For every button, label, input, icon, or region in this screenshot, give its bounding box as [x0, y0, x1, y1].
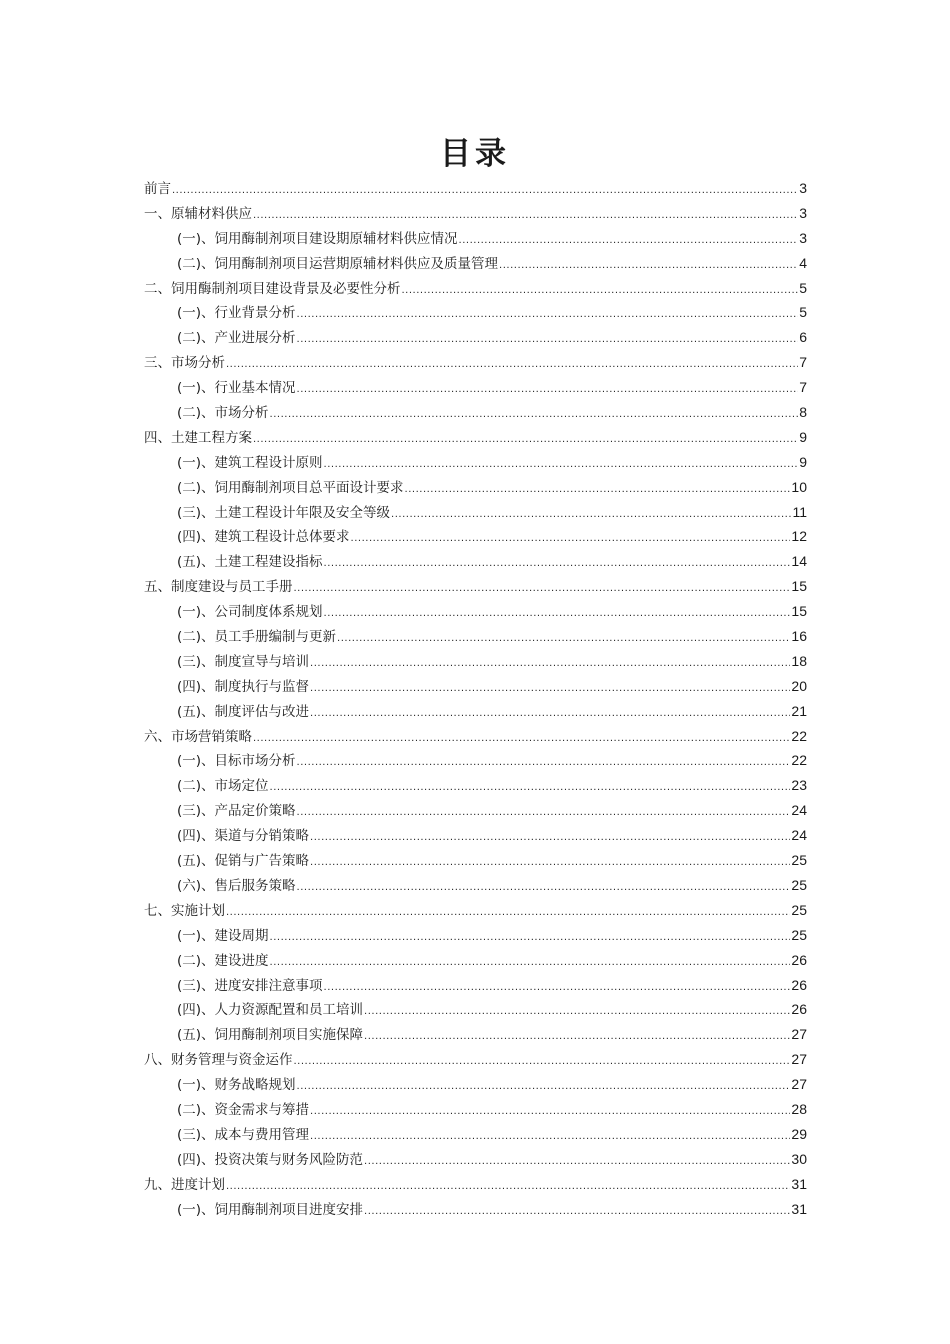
toc-entry[interactable] — [144, 898, 807, 923]
toc-subentry[interactable] — [144, 450, 807, 475]
toc-subentry[interactable] — [144, 1122, 807, 1147]
dot-leader — [310, 677, 790, 702]
toc-page-number: 22 — [791, 727, 807, 744]
toc-entry-text: (三)、进度安排注意事项 — [177, 977, 323, 994]
toc-subentry[interactable] — [144, 773, 807, 798]
dot-leader — [351, 527, 791, 552]
dot-leader — [297, 751, 791, 776]
dot-leader — [297, 328, 799, 353]
toc-page-number: 5 — [799, 279, 807, 296]
toc-subentry[interactable] — [144, 400, 807, 425]
toc-page-number: 24 — [791, 827, 807, 844]
dot-leader — [364, 1200, 790, 1225]
toc-page-number: 25 — [791, 852, 807, 869]
toc-entry-text: (二)、市场定位 — [177, 778, 269, 795]
toc-page-number: 10 — [791, 478, 807, 495]
toc-entry-text: 九、进度计划 — [144, 1176, 225, 1193]
toc-page-number: 28 — [791, 1100, 807, 1117]
toc-subentry[interactable] — [144, 848, 807, 873]
dot-leader — [391, 503, 791, 528]
toc-entry[interactable] — [144, 1047, 807, 1072]
dot-leader — [324, 453, 799, 478]
toc-subentry[interactable] — [144, 873, 807, 898]
dot-leader — [310, 1125, 790, 1150]
toc-entry-text: (五)、土建工程建设指标 — [177, 554, 323, 571]
dot-leader — [270, 951, 791, 976]
toc-entry[interactable] — [144, 724, 807, 749]
dot-leader — [310, 851, 790, 876]
toc-subentry[interactable] — [144, 300, 807, 325]
dot-leader — [297, 1075, 791, 1100]
dot-leader — [310, 826, 790, 851]
toc-subentry[interactable] — [144, 923, 807, 948]
dot-leader — [324, 976, 791, 1001]
dot-leader — [364, 1000, 790, 1025]
toc-page-number: 30 — [791, 1150, 807, 1167]
dot-leader — [270, 926, 791, 951]
toc-entry-text: (一)、建设周期 — [177, 927, 269, 944]
toc-subentry[interactable] — [144, 599, 807, 624]
toc-page-number: 6 — [799, 329, 807, 346]
toc-entry-text: 二、饲用酶制剂项目建设背景及必要性分析 — [144, 280, 401, 297]
toc-page-number: 27 — [791, 1051, 807, 1068]
toc-page-number: 25 — [791, 901, 807, 918]
toc-entry-text: (一)、饲用酶制剂项目建设期原辅材料供应情况 — [177, 230, 458, 247]
dot-leader — [253, 428, 798, 453]
toc-entry-text: (二)、市场分析 — [177, 405, 269, 422]
toc-page-number: 7 — [799, 354, 807, 371]
toc-entry-text: 六、市场营销策略 — [144, 728, 252, 745]
toc-subentry[interactable] — [144, 1097, 807, 1122]
toc-entry-text: (五)、饲用酶制剂项目实施保障 — [177, 1027, 364, 1044]
toc-entry-text: (四)、渠道与分销策略 — [177, 828, 310, 845]
toc-subentry[interactable] — [144, 1197, 807, 1222]
toc-page-number: 5 — [799, 304, 807, 321]
toc-subentry[interactable] — [144, 748, 807, 773]
toc-page-number: 7 — [799, 379, 807, 396]
dot-leader — [364, 1025, 790, 1050]
toc-subentry[interactable] — [144, 823, 807, 848]
toc-entry-text: (一)、财务战略规划 — [177, 1077, 296, 1094]
dot-leader — [294, 1050, 791, 1075]
toc-entry-text: (三)、制度宣导与培训 — [177, 653, 310, 670]
toc-page-number: 9 — [799, 453, 807, 470]
toc-subentry[interactable] — [144, 798, 807, 823]
dot-leader — [297, 378, 799, 403]
toc-subentry[interactable] — [144, 997, 807, 1022]
toc-page-number: 27 — [791, 1026, 807, 1043]
toc-page-number: 25 — [791, 926, 807, 943]
toc-page-number: 15 — [791, 603, 807, 620]
toc-subentry[interactable] — [144, 948, 807, 973]
toc-page-number: 3 — [799, 204, 807, 221]
dot-leader — [226, 353, 798, 378]
toc-page-number: 27 — [791, 1076, 807, 1093]
dot-leader — [364, 1150, 790, 1175]
toc-entry-text: (二)、员工手册编制与更新 — [177, 629, 337, 646]
dot-leader — [402, 279, 799, 304]
toc-entry-text: 五、制度建设与员工手册 — [144, 579, 293, 596]
toc-subentry[interactable] — [144, 699, 807, 724]
toc-entry[interactable] — [144, 574, 807, 599]
dot-leader — [405, 478, 791, 503]
toc-page-number: 29 — [791, 1125, 807, 1142]
toc-page-number: 25 — [791, 876, 807, 893]
toc-entry[interactable] — [144, 276, 807, 301]
toc-page-number: 15 — [791, 578, 807, 595]
toc-entry-text: (三)、土建工程设计年限及安全等级 — [177, 504, 391, 521]
dot-leader — [337, 627, 790, 652]
toc-subentry[interactable] — [144, 1147, 807, 1172]
toc-page-number: 12 — [791, 528, 807, 545]
toc-entry-text: 八、财务管理与资金运作 — [144, 1052, 293, 1069]
table-of-contents — [144, 176, 807, 1221]
dot-leader — [253, 727, 790, 752]
toc-subentry[interactable] — [144, 624, 807, 649]
toc-entry-text: 前言 — [144, 181, 171, 197]
dot-leader — [310, 652, 790, 677]
toc-entry-text: (一)、目标市场分析 — [177, 753, 296, 770]
toc-subentry[interactable] — [144, 524, 807, 549]
dot-leader — [226, 1175, 790, 1200]
toc-subentry[interactable] — [144, 251, 807, 276]
toc-page-number: 4 — [799, 254, 807, 271]
toc-entry-text: (二)、产业进展分析 — [177, 330, 296, 347]
toc-page-number: 18 — [791, 652, 807, 669]
toc-subentry[interactable] — [144, 500, 807, 525]
toc-entry[interactable] — [144, 350, 807, 375]
toc-subentry[interactable] — [144, 475, 807, 500]
toc-entry[interactable] — [144, 1172, 807, 1197]
toc-entry-text: (一)、建筑工程设计原则 — [177, 454, 323, 471]
toc-subentry[interactable] — [144, 325, 807, 350]
toc-entry-text: (二)、饲用酶制剂项目运营期原辅材料供应及质量管理 — [177, 255, 499, 272]
toc-entry-text: (四)、人力资源配置和员工培训 — [177, 1002, 364, 1019]
dot-leader — [310, 1100, 790, 1125]
dot-leader — [324, 602, 791, 627]
toc-entry-text: (五)、促销与广告策略 — [177, 853, 310, 870]
toc-page-number: 31 — [791, 1200, 807, 1217]
toc-subentry[interactable] — [144, 226, 807, 251]
toc-entry-text: 三、市场分析 — [144, 355, 225, 372]
toc-entry[interactable] — [144, 176, 807, 201]
toc-entry-text: (一)、行业基本情况 — [177, 380, 296, 397]
toc-entry-text: (一)、行业背景分析 — [177, 305, 296, 322]
toc-page-number: 9 — [799, 428, 807, 445]
dot-leader — [270, 776, 791, 801]
toc-page-number: 26 — [791, 976, 807, 993]
toc-entry-text: (一)、饲用酶制剂项目进度安排 — [177, 1201, 364, 1218]
toc-entry-text: (二)、资金需求与筹措 — [177, 1101, 310, 1118]
toc-entry-text: 四、土建工程方案 — [144, 429, 252, 446]
toc-entry-text: (三)、产品定价策略 — [177, 803, 296, 820]
toc-page-number: 21 — [791, 702, 807, 719]
toc-entry[interactable] — [144, 201, 807, 226]
toc-page-number: 23 — [791, 777, 807, 794]
toc-page-number: 3 — [799, 229, 807, 246]
dot-leader — [226, 901, 790, 926]
toc-entry-text: (二)、建设进度 — [177, 952, 269, 969]
dot-leader — [324, 552, 791, 577]
toc-entry-text: (五)、制度评估与改进 — [177, 703, 310, 720]
toc-page-number: 22 — [791, 752, 807, 769]
toc-subentry[interactable] — [144, 649, 807, 674]
toc-page-number: 3 — [799, 180, 807, 196]
toc-entry-text: (一)、公司制度体系规划 — [177, 604, 323, 621]
toc-page-number: 24 — [791, 802, 807, 819]
toc-entry-text: (二)、饲用酶制剂项目总平面设计要求 — [177, 479, 404, 496]
dot-leader — [253, 204, 798, 229]
toc-page-number: 14 — [791, 553, 807, 570]
dot-leader — [499, 254, 798, 279]
toc-entry-text: 七、实施计划 — [144, 902, 225, 919]
toc-subentry[interactable] — [144, 375, 807, 400]
toc-page-number: 31 — [791, 1175, 807, 1192]
toc-entry-text: 一、原辅材料供应 — [144, 205, 252, 222]
toc-entry-text: (六)、售后服务策略 — [177, 877, 296, 894]
toc-page-number: 11 — [792, 503, 807, 520]
toc-subentry[interactable] — [144, 549, 807, 574]
toc-entry-text: (三)、成本与费用管理 — [177, 1126, 310, 1143]
toc-page-number: 8 — [799, 404, 807, 421]
toc-subentry[interactable] — [144, 973, 807, 998]
toc-page-number: 26 — [791, 1001, 807, 1018]
toc-entry-text: (四)、制度执行与监督 — [177, 678, 310, 695]
toc-entry-text: (四)、建筑工程设计总体要求 — [177, 529, 350, 546]
toc-page-number: 20 — [791, 677, 807, 694]
dot-leader — [172, 179, 798, 204]
toc-subentry[interactable] — [144, 1072, 807, 1097]
toc-page-number: 16 — [791, 628, 807, 645]
dot-leader — [270, 403, 799, 428]
toc-page-number: 26 — [791, 951, 807, 968]
dot-leader — [294, 577, 791, 602]
toc-subentry[interactable] — [144, 674, 807, 699]
toc-entry[interactable] — [144, 425, 807, 450]
dot-leader — [297, 303, 799, 328]
dot-leader — [297, 801, 791, 826]
dot-leader — [459, 229, 799, 254]
dot-leader — [297, 876, 791, 901]
dot-leader — [310, 702, 790, 727]
toc-entry-text: (四)、投资决策与财务风险防范 — [177, 1151, 364, 1168]
toc-subentry[interactable] — [144, 1022, 807, 1047]
toc-title: 目录 — [440, 136, 510, 172]
